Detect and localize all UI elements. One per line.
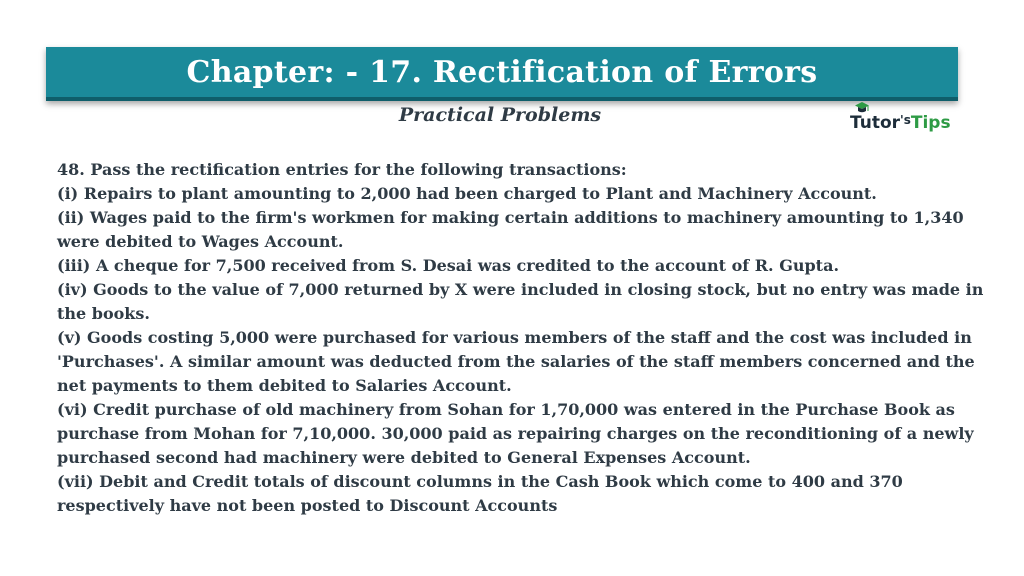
question-item-i: (i) Repairs to plant amounting to 2,000 had been charged to Plant and Machinery Account.	[57, 184, 877, 203]
question-heading: 48. Pass the rectification entries for the following transactions:	[57, 160, 627, 179]
logo-text	[850, 113, 951, 133]
question-item-vii: (vii) Debit and Credit totals of discount columns in the Cash Book which come to 400 and 370 respectively have not been posted to Discount Accounts	[57, 472, 903, 515]
tutors-tips-logo	[850, 103, 951, 133]
logo-text-tips: Tips	[910, 113, 951, 133]
logo-text-apostrophe: 's	[900, 113, 911, 127]
chapter-banner	[46, 47, 958, 101]
question-item-v: (v) Goods costing 5,000 were purchased for various members of the staff and the cost was included in 'Purchases'. A similar amount was deducted from the salaries of the staff members concerned and the net payments to them debited to Salaries Account.	[57, 328, 975, 395]
question-body	[57, 158, 987, 518]
logo-text-tutor: Tutor	[850, 113, 901, 133]
question-item-iv: (iv) Goods to the value of 7,000 returned by X were included in closing stock, but no entry was made in the books.	[57, 280, 984, 323]
page-title: Chapter: - 17. Rectification of Errors	[186, 54, 818, 90]
question-item-vi: (vi) Credit purchase of old machinery from Sohan for 1,70,000 was entered in the Purchase Book as purchase from Mohan for 7,10,000. 30,000 paid as repairing charges on the reconditioning of a newly purchased second had machinery were debited to General Expenses Account.	[57, 400, 974, 467]
question-item-ii: (ii) Wages paid to the firm's workmen for making certain additions to machinery amounting to 1,340 were debited to Wages Account.	[57, 208, 964, 251]
question-item-iii: (iii) A cheque for 7,500 received from S. Desai was credited to the account of R. Gupta.	[57, 256, 840, 275]
section-subtitle: Practical Problems	[398, 104, 602, 126]
graduation-cap-icon	[854, 101, 870, 115]
